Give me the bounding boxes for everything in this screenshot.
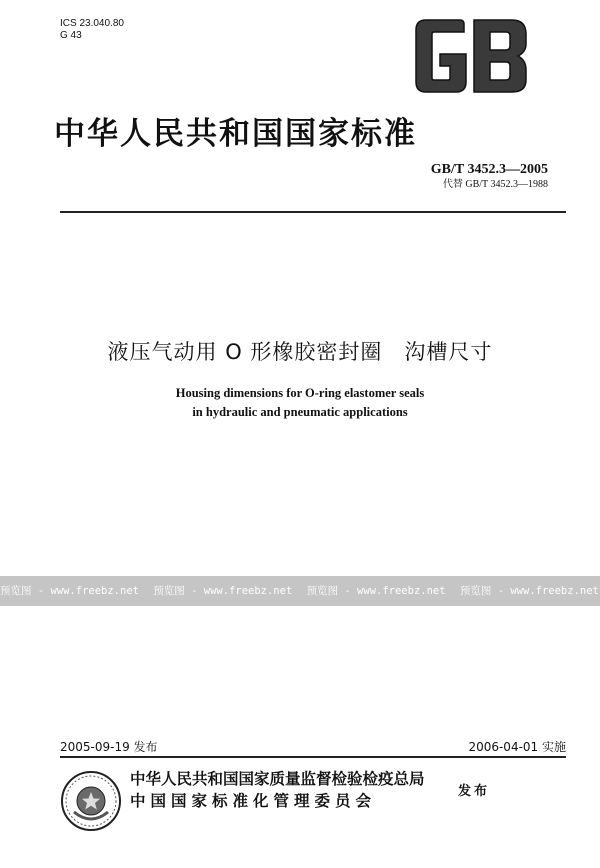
document-title-en <box>0 384 600 422</box>
title-en-line1: Housing dimensions for O-ring elastomer seals <box>175 386 425 400</box>
title-en-line2: in hydraulic and pneumatic applications <box>192 405 408 419</box>
watermark-text: 预览图 - www.freebz.net <box>0 585 139 597</box>
ccs-code: G 43 <box>60 30 82 41</box>
issuer-sac: 中国国家标准化管理委员会 <box>130 792 377 810</box>
effective-date: 2006-04-01 实施 <box>468 740 566 754</box>
gb-logo-icon <box>412 18 530 94</box>
replaces-code: 代替 GB/T 3452.3—1988 <box>442 179 548 190</box>
standard-code-block <box>431 162 548 191</box>
footer-divider <box>60 756 566 758</box>
header-divider <box>60 211 566 213</box>
issuer-block <box>130 768 425 812</box>
watermark-text: 预览图 - www.freebz.net <box>459 585 599 597</box>
standard-code: GB/T 3452.3—2005 <box>430 162 548 177</box>
watermark-text: 预览图 - www.freebz.net <box>306 585 446 597</box>
publish-date: 2005-09-19 发布 <box>60 740 158 754</box>
watermark-text: 预览图 - www.freebz.net <box>153 585 293 597</box>
issuer-aqsiq: 中华人民共和国国家质量监督检验检疫总局 <box>130 770 425 788</box>
ics-code: ICS 23.040.80 <box>60 18 124 29</box>
watermark-band <box>0 576 600 606</box>
classification-codes <box>60 18 124 42</box>
document-title-cn: 液压气动用 O 形橡胶密封圈 沟槽尺寸 <box>107 340 493 364</box>
issue-label: 发布 <box>458 784 491 799</box>
official-seal-icon <box>60 770 122 832</box>
national-standard-heading: 中华人民共和国国家标准 <box>54 116 417 152</box>
